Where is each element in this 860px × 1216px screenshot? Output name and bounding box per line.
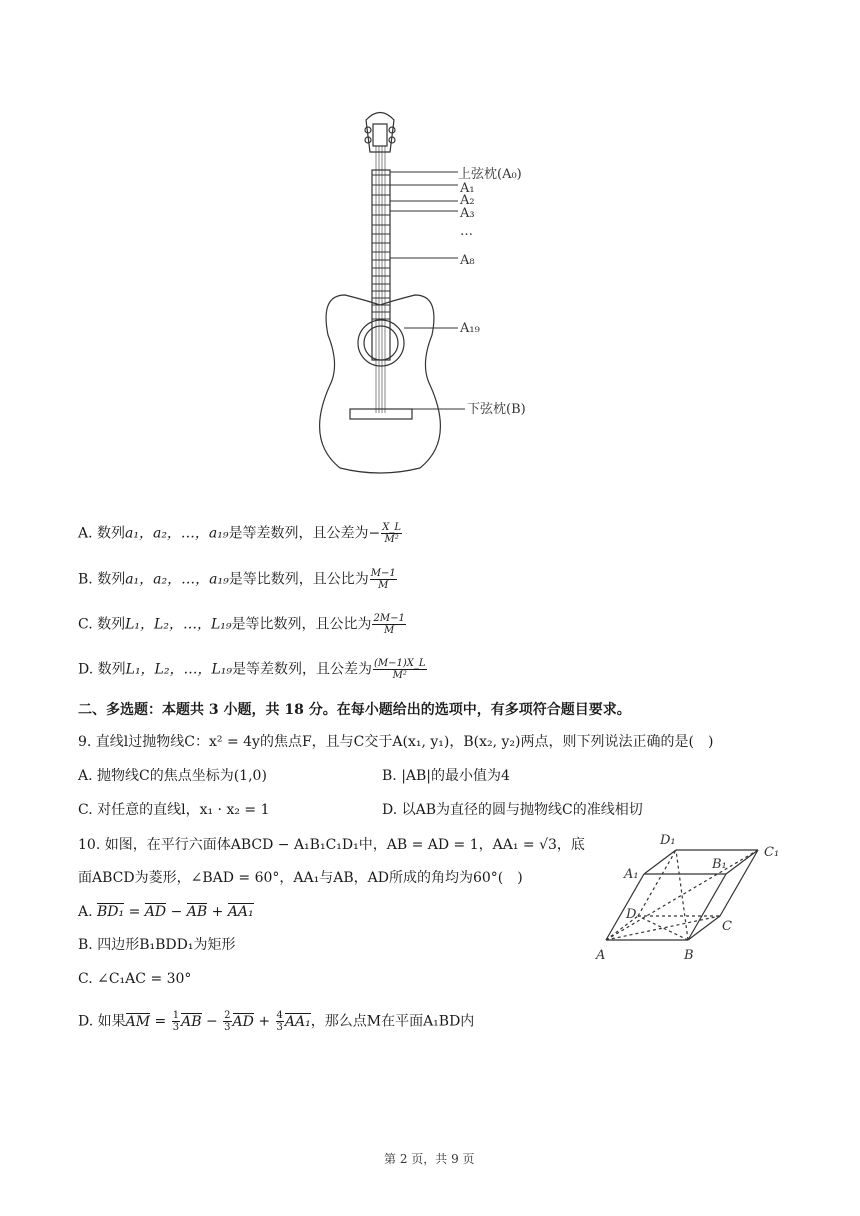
q10-a-vec-aa1: AA₁ <box>227 904 254 920</box>
label-c: C <box>722 919 732 934</box>
q10-stem-line2: 面ABCD为菱形，∠BAD = 60°，AA₁与AB，AD所成的角均为60°( ) <box>78 870 523 886</box>
q8-d-seq: L₁，L₂，…，L₁₉ <box>125 661 232 678</box>
label-a: A <box>596 948 606 963</box>
q9-option-a: A. 抛物线C的焦点坐标为(1,0) <box>78 768 267 784</box>
q8-b-fraction <box>370 568 397 591</box>
q10-a-vec-bd1: BD₁ <box>97 904 125 920</box>
q10-d-vec-aa1: AA₁ <box>284 1013 311 1030</box>
q8-option-d <box>78 658 428 681</box>
q8-d-prefix: D. 数列 <box>78 661 126 678</box>
label-b: 下弦枕(B) <box>467 402 526 417</box>
q9-stem: 9. 直线l过抛物线C：x² = 4y的焦点F，且与C交于A(x₁, y₁)，B(x₂, y₂)两点，则下列说法正确的是( ) <box>78 734 714 750</box>
q10-d-frac3-den: 3 <box>276 1022 283 1033</box>
q8-c-seq: L₁，L₂，…，L₁₉ <box>125 616 232 633</box>
q10-d-frac2-num: 2 <box>224 1010 231 1021</box>
q8-d-mid: 是等差数列，且公差为 <box>231 661 372 678</box>
q10-a-plus: + <box>207 904 228 920</box>
q8-c-num: 2M−1 <box>373 613 405 624</box>
q8-d-num: (M−1)X_L <box>373 658 426 669</box>
parallelepiped-figure <box>590 828 790 968</box>
q8-d-den: M² <box>392 670 407 681</box>
q10-d-frac1 <box>172 1010 180 1033</box>
q10-option-c: C. ∠C₁AC = 30° <box>78 971 192 987</box>
q10-d-eq: = <box>150 1013 171 1030</box>
page-footer: 第 2 页，共 9 页 <box>384 1152 475 1166</box>
q8-c-prefix: C. 数列 <box>78 616 126 633</box>
label-a1: A₁ <box>460 181 475 196</box>
q8-a-mid: 是等差数列，且公差为− <box>228 525 381 542</box>
label-dots: … <box>460 224 473 239</box>
q10-d-minus: − <box>201 1013 223 1030</box>
q8-b-num: M−1 <box>370 568 396 579</box>
label-c1: C₁ <box>764 845 780 860</box>
q10-d-frac3-num: 4 <box>276 1010 283 1021</box>
label-b: B <box>684 948 694 963</box>
q8-option-b <box>78 568 398 591</box>
q8-d-fraction <box>373 658 427 681</box>
q8-a-fraction <box>381 522 402 545</box>
q8-c-fraction <box>372 613 405 636</box>
q10-option-b: B. 四边形B₁BDD₁为矩形 <box>78 937 236 953</box>
q10-d-prefix: D. 如果 <box>78 1013 126 1030</box>
q10-d-frac2-den: 3 <box>224 1022 231 1033</box>
label-a8: A₈ <box>460 253 475 268</box>
q9-option-d: D. 以AB为直径的圆与抛物线C的准线相切 <box>382 802 643 818</box>
q10-a-prefix: A. <box>78 904 98 920</box>
q10-a-eq: = <box>124 904 145 920</box>
q8-option-c <box>78 613 407 636</box>
q10-stem-line1: 10. 如图，在平行六面体ABCD − A₁B₁C₁D₁中，AB = AD = 1，AA₁ = √3，底 <box>78 837 585 853</box>
label-b1: B₁ <box>712 857 727 872</box>
q10-d-suffix: ，那么点M在平面A₁BD内 <box>310 1013 475 1030</box>
q10-a-minus: − <box>166 904 187 920</box>
q10-d-plus: + <box>253 1013 275 1030</box>
q10-d-vec-ab: AB <box>181 1013 202 1030</box>
q10-d-frac3 <box>276 1010 284 1033</box>
q10-a-vec-ab: AB <box>186 904 208 920</box>
q8-b-seq: a₁，a₂，…，a₁₉ <box>125 571 229 588</box>
label-a2: A₂ <box>460 193 475 208</box>
q10-d-vec-am: AM <box>125 1013 151 1030</box>
label-a3: A₃ <box>460 206 475 221</box>
q9-option-b: B. |AB|的最小值为4 <box>382 768 510 784</box>
q10-option-d <box>78 1010 474 1033</box>
label-a19: A₁₉ <box>460 321 480 336</box>
q10-option-a <box>78 902 254 922</box>
q10-d-frac1-num: 1 <box>172 1010 180 1021</box>
q8-a-num: X_L <box>382 522 402 533</box>
label-a0: 上弦枕(A₀) <box>458 167 522 182</box>
q10-d-frac2 <box>223 1010 231 1033</box>
label-d1: D₁ <box>660 833 676 848</box>
q8-a-den: M² <box>384 534 399 545</box>
guitar-figure <box>300 100 560 480</box>
q8-c-mid: 是等比数列，且公比为 <box>231 616 372 633</box>
q8-option-a <box>78 522 403 545</box>
section2-heading: 二、多选题：本题共 3 小题，共 18 分。在每小题给出的选项中，有多项符合题目要求。 <box>78 702 631 718</box>
label-a1: A₁ <box>624 867 639 882</box>
q8-b-den: M <box>378 580 389 591</box>
q8-a-seq: a₁，a₂，…，a₁₉ <box>125 525 229 542</box>
q8-b-prefix: B. 数列 <box>78 571 126 588</box>
label-d: D <box>626 907 637 922</box>
q8-b-mid: 是等比数列，且公比为 <box>228 571 369 588</box>
q10-d-vec-ad: AD <box>232 1013 254 1030</box>
q8-c-den: M <box>384 625 395 636</box>
q10-a-vec-ad: AD <box>144 904 167 920</box>
q8-a-prefix: A. 数列 <box>78 525 126 542</box>
q10-d-frac1-den: 3 <box>172 1022 180 1033</box>
q9-option-c: C. 对任意的直线l，x₁ · x₂ = 1 <box>78 802 270 818</box>
